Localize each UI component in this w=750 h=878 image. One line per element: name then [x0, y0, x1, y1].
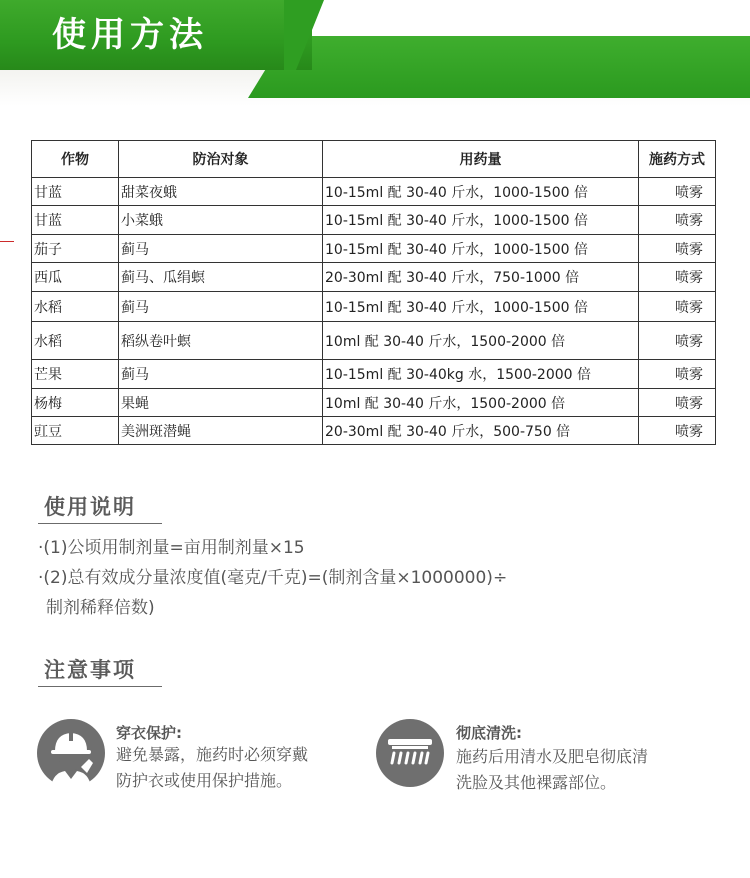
- precautions-heading: 注意事项: [44, 658, 136, 682]
- table-row: [32, 178, 716, 206]
- table-row: [32, 417, 716, 445]
- cell-dosage: 20-30ml 配 30-40 斤水，500-750 倍: [323, 417, 639, 445]
- usage-notes-heading: 使用说明: [44, 495, 136, 519]
- margin-mark: [0, 241, 14, 242]
- table-row: [32, 263, 716, 292]
- wash-text-line: 施药后用清水及肥皂彻底清: [456, 747, 649, 766]
- cell-target: 蓟马、瓜绢螟: [119, 263, 323, 292]
- protection-text-line: 防护衣或使用保护措施。: [116, 771, 293, 790]
- cell-method: 喷雾: [639, 178, 716, 206]
- usage-note-line: 制剂稀释倍数): [46, 598, 155, 618]
- shower-wash-icon: [376, 719, 444, 787]
- cell-dosage: 10-15ml 配 30-40 斤水，1000-1500 倍: [323, 292, 639, 322]
- cell-dosage: 10-15ml 配 30-40 斤水，1000-1500 倍: [323, 235, 639, 263]
- table-row: [32, 235, 716, 263]
- cell-dosage: 10-15ml 配 30-40 斤水，1000-1500 倍: [323, 178, 639, 206]
- precautions-rule: [38, 686, 162, 687]
- cell-dosage: 10-15ml 配 30-40 斤水，1000-1500 倍: [323, 206, 639, 235]
- cell-method: 喷雾: [639, 322, 716, 360]
- table-row: [32, 206, 716, 235]
- cell-target: 美洲斑潜蝇: [119, 417, 323, 445]
- cell-crop: 水稻: [32, 322, 119, 360]
- cell-method: 喷雾: [639, 263, 716, 292]
- worker-helmet-icon: [37, 719, 105, 787]
- cell-method: 喷雾: [639, 417, 716, 445]
- cell-method: 喷雾: [639, 206, 716, 235]
- cell-crop: 豇豆: [32, 417, 119, 445]
- cell-method: 喷雾: [639, 235, 716, 263]
- cell-target: 甜菜夜蛾: [119, 178, 323, 206]
- cell-method: 喷雾: [639, 292, 716, 322]
- header-crop: 作物: [32, 141, 119, 178]
- usage-notes-rule: [38, 523, 162, 524]
- cell-target: 稻纵卷叶螟: [119, 322, 323, 360]
- protection-title: 穿衣保护:: [116, 724, 182, 742]
- usage-note-line: ·(2)总有效成分量浓度值(毫克/千克)=(制剂含量×1000000)÷: [38, 568, 508, 588]
- cell-dosage: 10-15ml 配 30-40kg 水，1500-2000 倍: [323, 360, 639, 389]
- protection-text-line: 避免暴露，施药时必须穿戴: [116, 745, 309, 764]
- page-title: 使用方法: [52, 15, 208, 55]
- header-target: 防治对象: [119, 141, 323, 178]
- wash-title: 彻底清洗:: [456, 724, 522, 742]
- cell-target: 蓟马: [119, 235, 323, 263]
- header-method: 施药方式: [639, 141, 716, 178]
- cell-crop: 杨梅: [32, 389, 119, 417]
- cell-target: 蓟马: [119, 292, 323, 322]
- cell-method: 喷雾: [639, 389, 716, 417]
- cell-crop: 甘蓝: [32, 206, 119, 235]
- cell-crop: 甘蓝: [32, 178, 119, 206]
- wash-text-line: 洗脸及其他裸露部位。: [456, 773, 617, 792]
- table-row: [32, 322, 716, 360]
- table-row: [32, 360, 716, 389]
- cell-target: 小菜蛾: [119, 206, 323, 235]
- cell-crop: 西瓜: [32, 263, 119, 292]
- cell-crop: 茄子: [32, 235, 119, 263]
- cell-target: 蓟马: [119, 360, 323, 389]
- cell-crop: 芒果: [32, 360, 119, 389]
- cell-crop: 水稻: [32, 292, 119, 322]
- usage-note-line: ·(1)公顷用制剂量=亩用制剂量×15: [38, 538, 305, 558]
- header-dosage: 用药量: [323, 141, 639, 178]
- table-row: [32, 389, 716, 417]
- header-banner: [0, 0, 750, 106]
- cell-dosage: 10ml 配 30-40 斤水，1500-2000 倍: [323, 322, 639, 360]
- cell-method: 喷雾: [639, 360, 716, 389]
- dosage-table: [31, 140, 716, 445]
- table-row: [32, 292, 716, 322]
- table-header-row: [32, 141, 716, 178]
- cell-dosage: 10ml 配 30-40 斤水，1500-2000 倍: [323, 389, 639, 417]
- cell-target: 果蝇: [119, 389, 323, 417]
- banner-right-band: [248, 36, 750, 98]
- cell-dosage: 20-30ml 配 30-40 斤水，750-1000 倍: [323, 263, 639, 292]
